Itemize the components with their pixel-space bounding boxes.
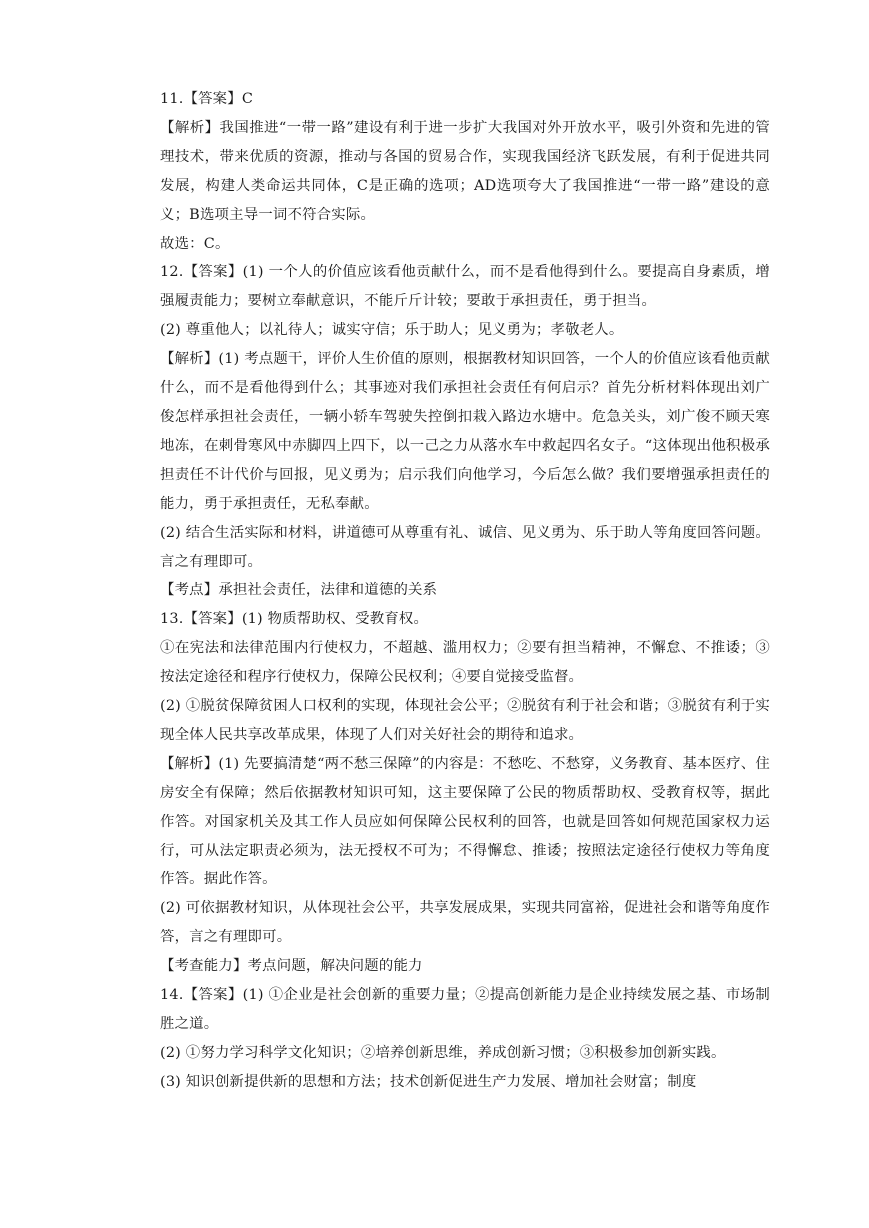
q13-answer-part1: 13.【答案】(1) 物质帮助权、受教育权。 (160, 611, 429, 628)
q14-answer-part1: 14.【答案】(1) ①企业是社会创新的重要力量；②提高创新能力是企业持续发展之基、市场制胜之道。 (160, 987, 770, 1032)
q11-choice: 故选：C。 (160, 235, 230, 252)
q13-answer-part1-points: ①在宪法和法律范围内行使权力，不超越、滥用权力；②要有担当精神，不懈怠、不推诿；③按法定途径和程序行使权力，保障公民权利；④要自觉接受监督。 (160, 640, 770, 686)
q12-answer-part2: (2) 尊重他人；以礼待人；诚实守信；乐于助人；见义勇为；孝敬老人。 (160, 322, 624, 339)
q14-answer-part3: (3) 知识创新提供新的思想和方法；技术创新促进生产力发展、增加社会财富；制度 (160, 1073, 697, 1090)
q13-analysis-part2: (2) 可依据教材知识，从体现社会公平，共享发展成果，实现共同富裕，促进社会和谐等角度作答，言之有理即可。 (160, 900, 770, 946)
q14-answer-part2: (2) ①努力学习科学文化知识；②培养创新思维，养成创新习惯；③积极参加创新实践。 (160, 1044, 726, 1061)
q12-topic: 【考点】承担社会责任，法律和道德的关系 (160, 582, 438, 599)
q11-answer: 11.【答案】C (160, 91, 254, 107)
q13-answer-part2: (2) ①脱贫保障贫困人口权利的实现，体现社会公平；②脱贫有利于社会和谐；③脱贫有利于实现全体人民共享改革成果，体现了人们对关好社会的期待和追求。 (160, 698, 770, 743)
q13-ability: 【考查能力】考点问题，解决问题的能力 (160, 958, 423, 975)
q11-analysis: 【解析】我国推进“一带一路”建设有利于进一步扩大我国对外开放水平，吸引外资和先进的管理技术，带来优质的资源，推动与各国的贸易合作，实现我国经济飞跃发展，有利于促进共同发展，构建人类命运共同体，C是正确的选项；AD选项夸大了我国推进“一带一路”建设的意义；B选项主导一词不符合实际。 (160, 119, 770, 223)
q13-analysis-part1: 【解析】(1) 先要搞清楚“两不愁三保障”的内容是：不愁吃、不愁穿，义务教育、基本医疗、住房安全有保障；然后依据教材知识可知，这主要保障了公民的物质帮助权、受教育权等，据此作答。对国家机关及其工作人员应如何保障公民权利的回答，也就是回答如何规范国家权力运行，可从法定职责必须为，法无授权不可为；不得懈怠、推诿；按照法定途径行使权力等角度作答。据此作答。 (160, 755, 770, 888)
answer-key-content (160, 85, 770, 1097)
q12-analysis-part1: 【解析】(1) 考点题干，评价人生价值的原则，根据教材知识回答，一个人的价值应该看他贡献什么，而不是看他得到什么；其事迹对我们承担社会责任有何启示？首先分析材料体现出刘广俊怎样承担社会责任，一辆小轿车驾驶失控倒扣栽入路边水塘中。危急关头，刘广俊不顾天寒地冻，在刺骨寒风中赤脚四上四下，以一己之力从落水车中救起四名女子。“这体现出他积极承担责任不计代价与回报，见义勇为；启示我们向他学习，今后怎么做？我们要增强承担责任的能力，勇于承担责任，无私奉献。 (160, 351, 770, 512)
q12-answer-part1: 12.【答案】(1) 一个人的价值应该看他贡献什么，而不是看他得到什么。要提高自身素质，增强履责能力；要树立奉献意识，不能斤斤计较；要敢于承担责任，勇于担当。 (160, 264, 770, 310)
q12-analysis-part2: (2) 结合生活实际和材料，讲道德可从尊重有礼、诚信、见义勇为、乐于助人等角度回答问题。言之有理即可。 (160, 524, 770, 570)
